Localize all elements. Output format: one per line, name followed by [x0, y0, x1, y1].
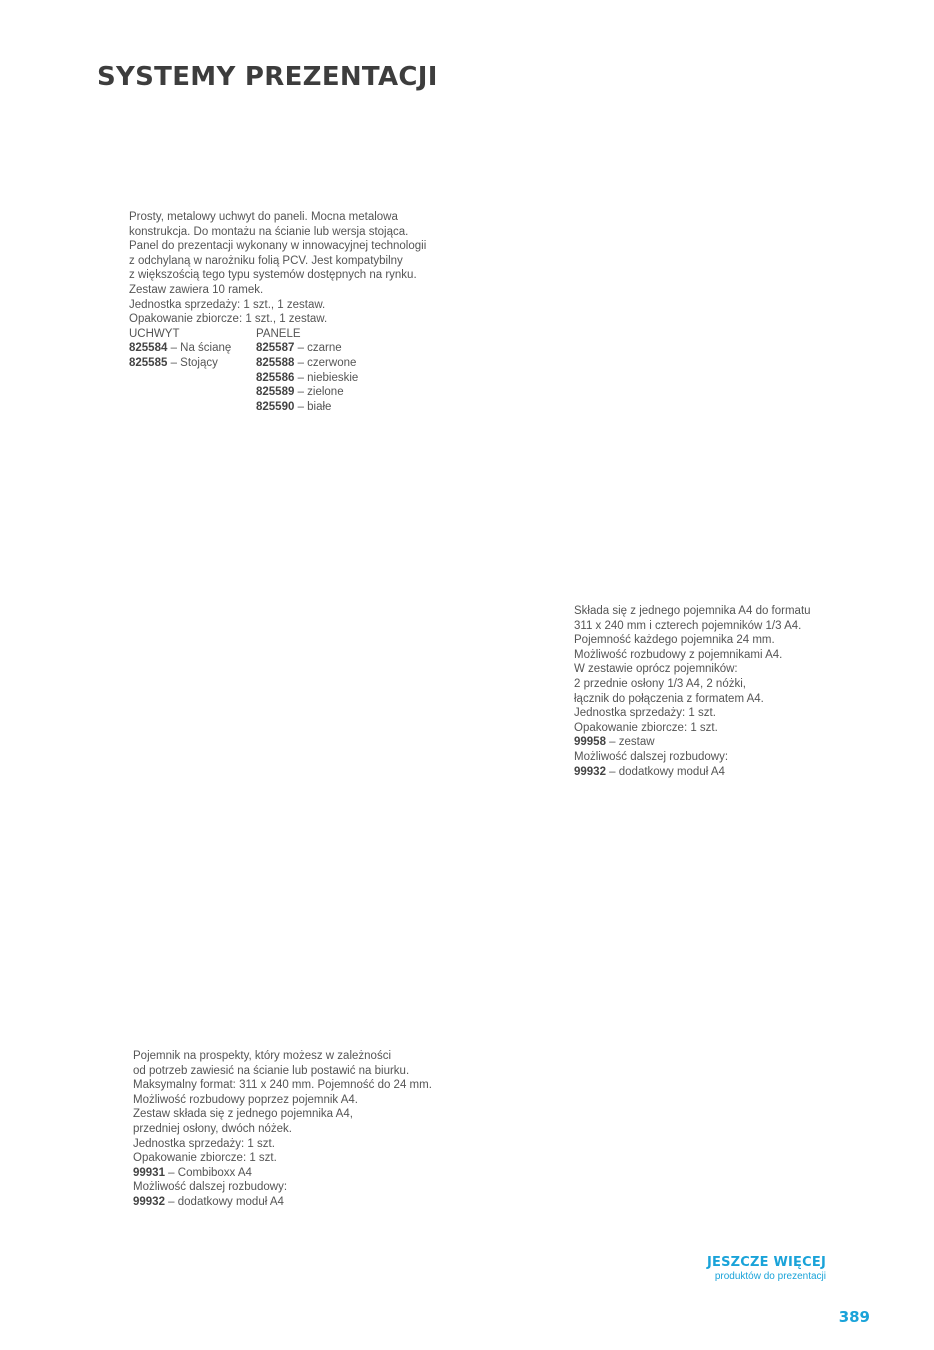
panel-item [256, 400, 358, 415]
page-title: SYSTEMY PREZENTACJI [97, 62, 438, 92]
page-number: 389 [838, 1308, 870, 1326]
description-line: konstrukcja. Do montażu na ścianie lub wersja stojąca. [129, 225, 409, 238]
product-label: – białe [294, 400, 332, 413]
product-item [133, 1166, 432, 1181]
description-line: z większością tego typu systemów dostępnych na rynku. [129, 269, 417, 282]
product-code: 825585 [129, 356, 168, 369]
product-container-set-description [574, 604, 811, 779]
panel-item [256, 341, 358, 356]
description-line: Zestaw zawiera 10 ramek. [129, 283, 264, 296]
holder-heading: UCHWYT [129, 327, 180, 340]
product-label: – niebieskie [294, 371, 359, 384]
expansion-item [574, 765, 811, 780]
product-code: 825584 [129, 342, 168, 355]
product-label: – dodatkowy moduł A4 [605, 765, 725, 778]
product-label: – Combiboxx A4 [164, 1166, 252, 1179]
panel-item [256, 356, 358, 371]
description-line: 311 x 240 mm i czterech pojemników 1/3 A4. [574, 619, 802, 632]
product-panels-description [129, 210, 426, 415]
panels-heading: PANELE [256, 327, 301, 340]
panel-item [256, 385, 358, 400]
product-combiboxx-description [133, 1049, 432, 1210]
description-line: Opakowanie zbiorcze: 1 szt. [133, 1152, 277, 1165]
product-code: 825587 [256, 342, 295, 355]
product-code-columns [129, 327, 426, 415]
product-label: – Na ścianę [167, 342, 232, 355]
description-line: Pojemnik na prospekty, który możesz w zależności [133, 1050, 391, 1062]
description-line: łącznik do połączenia z formatem A4. [574, 692, 764, 705]
description-line: Jednostka sprzedaży: 1 szt., 1 zestaw. [129, 298, 326, 311]
description-line: Możliwość rozbudowy z pojemnikami A4. [574, 648, 783, 661]
expansion-text: Możliwość dalszej rozbudowy: [133, 1181, 288, 1194]
description-line: Panel do prezentacji wykonany w innowacyjnej technologii [129, 240, 427, 253]
description-line: Możliwość rozbudowy poprzez pojemnik A4. [133, 1093, 358, 1106]
product-code: 99932 [133, 1195, 165, 1208]
product-code: 825589 [256, 386, 295, 399]
description-line: 2 przednie osłony 1/3 A4, 2 nóżki, [574, 677, 746, 690]
description-line: Opakowanie zbiorcze: 1 szt., 1 zestaw. [129, 313, 328, 326]
product-code: 825588 [256, 356, 295, 369]
more-products-subtitle: produktów do prezentacji [714, 1271, 826, 1282]
description-line: W zestawie oprócz pojemników: [574, 663, 738, 676]
expansion-item [133, 1195, 432, 1210]
product-item [574, 735, 811, 750]
description-line: od potrzeb zawiesić na ścianie lub postawić na biurku. [133, 1064, 410, 1077]
product-label: – dodatkowy moduł A4 [164, 1195, 284, 1208]
description-line: Prosty, metalowy uchwyt do paneli. Mocna metalowa [129, 211, 398, 223]
product-code: 99931 [133, 1166, 165, 1179]
panels-column [256, 327, 358, 415]
more-products-link[interactable] [707, 1255, 826, 1282]
product-code: 99958 [574, 736, 606, 749]
product-label: – czerwone [294, 356, 357, 369]
more-products-title: JESZCZE WIĘCEJ [707, 1255, 826, 1270]
description-line: Opakowanie zbiorcze: 1 szt. [574, 721, 718, 734]
holder-item [129, 341, 231, 356]
description-line: Maksymalny format: 311 x 240 mm. Pojemność do 24 mm. [133, 1079, 432, 1092]
product-code: 99932 [574, 765, 606, 778]
product-label: – Stojący [167, 356, 218, 369]
description-line: z odchylaną w narożniku folią PCV. Jest kompatybilny [129, 254, 403, 267]
holder-column [129, 327, 231, 371]
expansion-text: Możliwość dalszej rozbudowy: [574, 750, 729, 763]
description-line: Składa się z jednego pojemnika A4 do formatu [574, 605, 811, 617]
description-line: Jednostka sprzedaży: 1 szt. [574, 707, 716, 720]
holder-item [129, 356, 231, 371]
product-label: – czarne [294, 342, 342, 355]
product-label: – zestaw [605, 736, 655, 749]
product-label: – zielone [294, 386, 344, 399]
description-line: Jednostka sprzedaży: 1 szt. [133, 1137, 275, 1150]
description-line: Zestaw składa się z jednego pojemnika A4, [133, 1108, 353, 1121]
description-line: przedniej osłony, dwóch nóżek. [133, 1122, 292, 1135]
description-line: Pojemność każdego pojemnika 24 mm. [574, 634, 775, 647]
product-code: 825590 [256, 400, 295, 413]
panel-item [256, 371, 358, 386]
product-code: 825586 [256, 371, 295, 384]
